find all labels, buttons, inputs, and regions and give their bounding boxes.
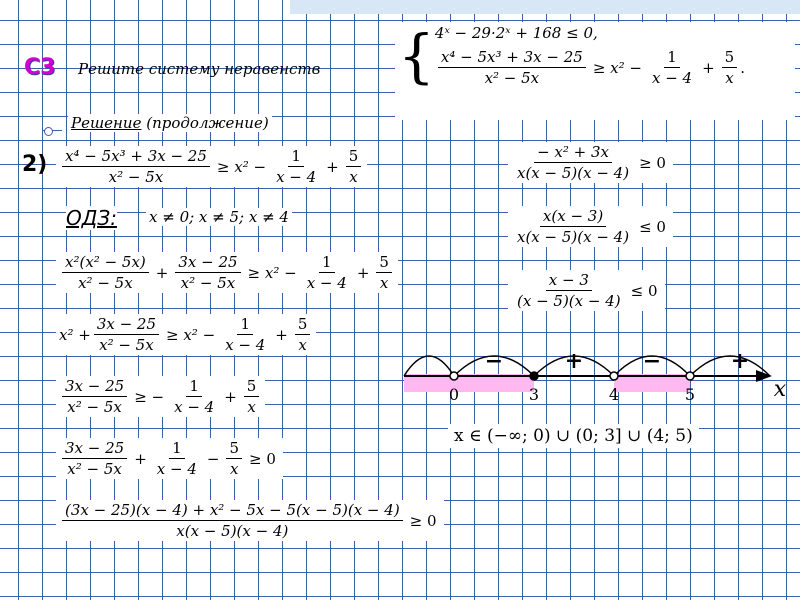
right-step-1: $\frac{\text{− x² + 3x}}{x(x - 5)(x - 4)}$ ≥ 0 <box>508 142 673 183</box>
interval-sign: + <box>730 348 750 374</box>
inequality-system <box>398 21 745 90</box>
system-row-1: 4ˣ − 29·2ˣ + 168 ≤ 0, <box>434 24 598 42</box>
point-label: 0 <box>448 385 460 404</box>
step-1-inequality: $\frac{\text{x⁴ − 5x³ + 3x − 25}}{\text{x² − 5x}}$ ≥ x² − $\frac{1}{x - 4}$ + $\frac{5}{x}$ <box>56 146 367 187</box>
task-badge: С3 <box>24 55 56 80</box>
right-step-3: $\frac{x - 3}{(x - 5)(x - 4)}$ ≤ 0 <box>508 270 665 311</box>
step-4-inequality: $\frac{3x - 25}{\text{x² − 5x}}$ ≥ − $\frac{1}{x - 4}$ + $\frac{5}{x}$ <box>56 376 265 417</box>
step-2-inequality: $\frac{\text{x²(x² − 5x)}}{\text{x² − 5x}}$ + $\frac{3x - 25}{\text{x² − 5x}}$ ≥ x² − $\frac{1}{x - 4}$ + $\frac{5}{x}$ <box>56 252 398 293</box>
solution-title: Решение (продолжение) <box>68 114 272 132</box>
interval-sign: − <box>642 348 662 374</box>
part-number: 2) <box>22 152 48 177</box>
step-3-inequality: x² + $\frac{3x - 25}{\text{x² − 5x}}$ ≥ x² − $\frac{1}{x - 4}$ + $\frac{5}{x}$ <box>56 314 316 355</box>
fraction: $\frac{\text{x⁴ − 5x³ + 3x − 25}}{\text{x² − 5x}}$ <box>438 48 586 87</box>
point-marker <box>610 372 618 380</box>
point-marker <box>686 372 694 380</box>
odz-label: ОДЗ: <box>66 206 117 230</box>
right-step-2: $\frac{x(x - 3)}{x(x - 5)(x - 4)}$ ≤ 0 <box>508 206 673 247</box>
top-band <box>290 0 800 14</box>
axis-variable: x <box>773 377 787 402</box>
point-marker <box>450 372 458 380</box>
system-brace: { <box>398 21 435 90</box>
step-6-inequality: $\frac{\text{(3x − 25)(x − 4) + x² − 5x − 5(x − 5)(x − 4)}}{x(x - 5)(x - 4)}$ ≥ 0 <box>56 500 444 541</box>
point-label: 5 <box>684 385 696 404</box>
number-line <box>400 340 796 414</box>
number-line-svg <box>400 340 796 410</box>
point-label: 3 <box>528 385 540 404</box>
answer: x ∈ (−∞; 0) ∪ (0; 3] ∪ (4; 5) <box>448 424 699 448</box>
sign-arc-0 <box>404 356 454 376</box>
point-label: 4 <box>608 385 620 404</box>
solution-marker-dot <box>44 127 53 136</box>
interval-sign: + <box>564 348 584 374</box>
step-5-inequality: $\frac{3x - 25}{\text{x² − 5x}}$ + $\frac{1}{x - 4}$ − $\frac{5}{x}$ ≥ 0 <box>56 438 283 479</box>
task-instruction: Решите систему неравенств <box>78 60 321 78</box>
point-marker <box>530 372 538 380</box>
interval-sign: − <box>484 348 504 374</box>
system-row-2: $\frac{\text{x⁴ − 5x³ + 3x − 25}}{\text{x² − 5x}}$ ≥ x² − $\frac{1}{x - 4}$ + $\frac{5}{x}$ . <box>435 48 745 87</box>
odz-values: x ≠ 0; x ≠ 5; x ≠ 4 <box>146 208 292 226</box>
